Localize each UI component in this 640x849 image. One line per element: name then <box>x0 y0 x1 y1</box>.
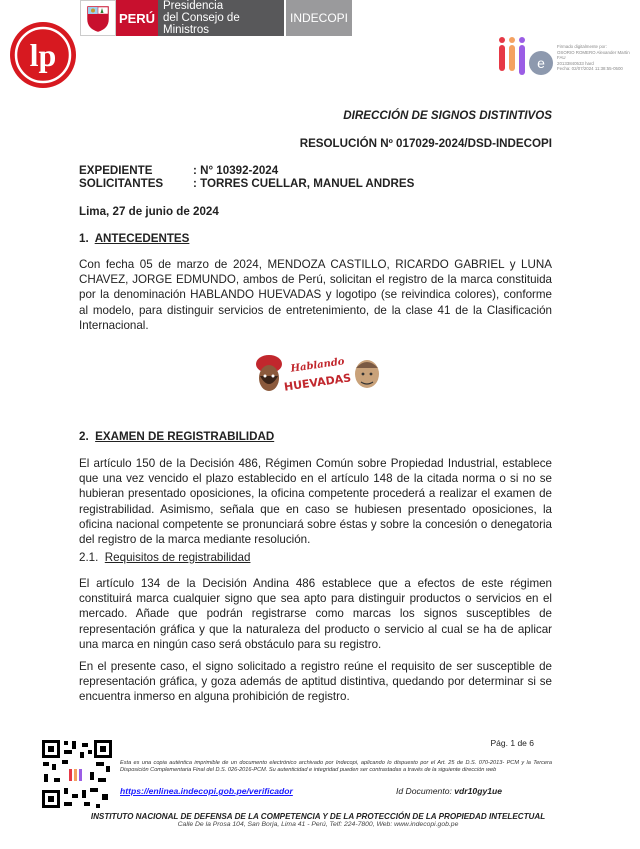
document-id-value: vdr10gy1ue <box>454 786 503 796</box>
svg-text:e: e <box>537 55 545 71</box>
signature-line: Firmado digitalmente por: <box>557 44 607 49</box>
trademark-text-1: Hablando <box>290 356 346 375</box>
expediente-value: : N° 10392-2024 <box>193 164 279 177</box>
pcm-label <box>158 0 284 36</box>
section-1-heading <box>79 231 189 246</box>
digital-signature-logo <box>497 37 555 81</box>
page-number: Pág. 1 de 6 <box>490 738 534 748</box>
subsection-2-1-number: 2.1. <box>79 551 99 564</box>
section-2-title: EXAMEN DE REGISTRABILIDAD <box>95 430 275 443</box>
direction-title: DIRECCIÓN DE SIGNOS DISTINTIVOS <box>343 109 552 122</box>
signature-line: Fecha: 02/07/2024 11:38:55-0500 <box>557 66 623 71</box>
indecopi-label: INDECOPI <box>286 0 352 36</box>
footer-authenticity-note: Esta es una copia auténtica imprimible de un documento electrónico archivado por Indecopi, aplicando lo dispuesto por el Art. 25 de D.S. 070-2013- PCM y la Tercera Disposición Complementaria Final del D.S. 026-2016-PCM. Su autenticidad e integridad pueden ser contrastadas a través de la siguiente dirección web <box>120 760 552 773</box>
paragraph-antecedentes: Con fecha 05 de marzo de 2024, MENDOZA CASTILLO, RICARDO GABRIEL y LUNA CHAVEZ, JORGE EDMUNDO, ambos de Perú, solicitan el registro de la marca constituida por la denominación HABLANDO HUEVADAS y logotipo (se reivindica colores), conforme al modelo, para distinguir servicios de entretenimiento, de la clase 41 de la Clasificación Internacional. <box>79 258 552 332</box>
document-id-label: Id Documento: <box>396 786 452 796</box>
qr-code <box>40 738 114 810</box>
subsection-2-1-heading <box>79 550 250 565</box>
document-date: Lima, 27 de junio de 2024 <box>79 205 219 218</box>
peru-shield-icon <box>80 0 116 36</box>
signature-line: 20133840533 hard <box>557 60 594 66</box>
paragraph-presente-caso: En el presente caso, el signo solicitado a registro reúne el requisito de ser susceptible de representación gráfica, y goza además de aptitud distintiva, quedando por determinar si se encuentra inmerso en alguna prohibición de registro. <box>79 660 552 704</box>
verification-link[interactable]: https://enlinea.indecopi.gob.pe/verificador <box>120 786 293 796</box>
lp-logo <box>8 20 78 90</box>
paragraph-examen: El artículo 150 de la Decisión 486, Régimen Común sobre Propiedad Industrial, establece que una vez vencido el plazo establecido en el artículo 148 de la citada norma o si no se hubieran presentado oposiciones, la oficina competente procederá a realizar el examen de registrabilidad. Asimismo, señala que en caso se hubiesen presentado oposiciones, la oficina nacional competente se pronunciará sobre éstas y sobre la concesión o denegatoria del registro de la marca mediante resolución. <box>79 457 552 547</box>
expediente-label: EXPEDIENTE <box>79 164 153 177</box>
svg-text:lp: lp <box>29 37 57 73</box>
subsection-2-1-title: Requisitos de registrabilidad <box>104 551 251 564</box>
trademark-logo <box>252 350 384 402</box>
section-2-heading <box>79 429 274 444</box>
pcm-line-1: Presidencia <box>163 0 224 12</box>
peru-label: PERÚ <box>116 0 158 36</box>
resolution-number: RESOLUCIÓN Nº 017029-2024/DSD-INDECOPI <box>299 137 552 150</box>
solicitantes-label: SOLICITANTES <box>79 177 164 190</box>
document-id-row <box>396 786 502 796</box>
pcm-line-2: del Consejo de Ministros <box>163 12 240 36</box>
paragraph-requisitos: El artículo 134 de la Decisión Andina 486 establece que a efectos de este régimen constituirá marca cualquier signo que sea apto para distinguir productos o servicios en el mercado. Añade que podrán registrarse como marcas los signos susceptibles de representación gráfica y que la naturaleza del producto o servicio al cual se ha de aplicar una marca en ningún caso será obstáculo para su registro. <box>79 577 552 651</box>
section-2-number: 2. <box>79 430 89 443</box>
signature-line: OSORIO ROMERO Alexander Martin FAU <box>557 49 630 60</box>
institute-address: Calle De la Prosa 104, San Borja, Lima 41 - Perú, Telf: 224-7800, Web: www.indecopi.gob.pe <box>177 821 459 828</box>
section-1-title: ANTECEDENTES <box>94 232 190 245</box>
institute-name: INSTITUTO NACIONAL DE DEFENSA DE LA COMPETENCIA Y DE LA PROTECCIÓN DE LA PROPIEDAD INTELECTUAL <box>90 812 546 821</box>
government-header <box>80 0 352 36</box>
trademark-text-2: HUEVADAS <box>283 371 352 394</box>
digital-signature-text <box>557 44 637 72</box>
solicitantes-value: : TORRES CUELLAR, MANUEL ANDRES <box>193 177 415 190</box>
section-1-number: 1. <box>79 232 89 245</box>
